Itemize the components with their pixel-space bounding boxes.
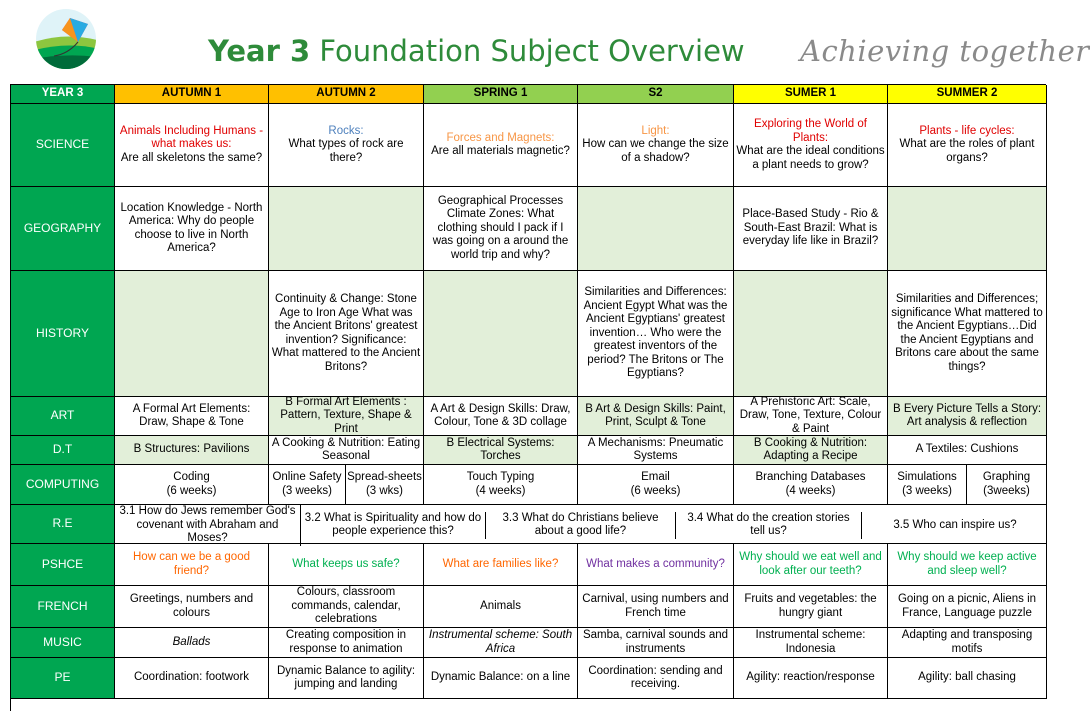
computing-summer2 — [888, 465, 1047, 505]
re-unit-3-4: 3.4 What do the creation stories tell us? — [676, 512, 862, 539]
row-header-computing: COMPUTING — [11, 465, 115, 505]
french-spring1: Animals — [424, 586, 578, 628]
re-unit-3-2: 3.2 What is Spirituality and how do people experience this? — [301, 512, 486, 539]
art-autumn2: B Formal Art Elements : Pattern, Texture, Shape & Print — [269, 397, 424, 436]
computing-autumn1: Coding (6 weeks) — [115, 465, 269, 505]
column-header-spring2: S2 — [578, 85, 734, 104]
music-autumn2: Creating composition in response to animation — [269, 628, 424, 658]
pe-summer2: Agility: ball chasing — [888, 658, 1047, 699]
history-autumn2: Continuity & Change: Stone Age to Iron Age What was the Ancient Britons' greatest invention? Significance: What mattered to the Ancient Britons? — [269, 271, 424, 397]
dt-autumn2: A Cooking & Nutrition: Eating Seasonal — [269, 436, 424, 465]
music-spring1: Instrumental scheme: South Africa — [424, 628, 578, 658]
french-autumn1: Greetings, numbers and colours — [115, 586, 269, 628]
column-header-year: YEAR 3 — [11, 85, 115, 104]
pe-spring1: Dynamic Balance: on a line — [424, 658, 578, 699]
science-summer1: Exploring the World of Plants: What are the ideal conditions a plant needs to grow? — [734, 104, 888, 187]
column-header-autumn1: AUTUMN 1 — [115, 85, 269, 104]
pshce-summer2: Why should we keep active and sleep well? — [888, 544, 1047, 586]
geography-summer1: Place-Based Study - Rio & South-East Brazil: What is everyday life like in Brazil? — [734, 187, 888, 271]
history-summer1 — [734, 271, 888, 397]
french-summer2: Going on a picnic, Aliens in France, Language puzzle — [888, 586, 1047, 628]
geography-autumn2 — [269, 187, 424, 271]
geography-spring2 — [578, 187, 734, 271]
science-spring1: Forces and Magnets: Are all materials magnetic? — [424, 104, 578, 187]
row-header-dt: D.T — [11, 436, 115, 465]
pe-spring2: Coordination: sending and receiving. — [578, 658, 734, 699]
art-autumn1: A Formal Art Elements: Draw, Shape & Tone — [115, 397, 269, 436]
art-spring2: B Art & Design Skills: Paint, Print, Sculpt & Tone — [578, 397, 734, 436]
page-title: Year 3 Foundation Subject Overview — [208, 34, 745, 68]
pe-autumn2: Dynamic Balance to agility: jumping and landing — [269, 658, 424, 699]
pe-autumn1: Coordination: footwork — [115, 658, 269, 699]
dt-autumn1: B Structures: Pavilions — [115, 436, 269, 465]
science-autumn2: Rocks: What types of rock are there? — [269, 104, 424, 187]
row-header-art: ART — [11, 397, 115, 436]
re-unit-3-1: 3.1 How do Jews remember God's covenant with Abraham and Moses? — [115, 505, 301, 546]
pshce-autumn1: How can we be a good friend? — [115, 544, 269, 586]
pshce-spring2: What makes a community? — [578, 544, 734, 586]
art-summer1: A Prehistoric Art: Scale, Draw, Tone, Texture, Colour & Paint — [734, 397, 888, 436]
science-spring2: Light: How can we change the size of a shadow? — [578, 104, 734, 187]
pshce-spring1: What are families like? — [424, 544, 578, 586]
music-summer1: Instrumental scheme: Indonesia — [734, 628, 888, 658]
music-summer2: Adapting and transposing motifs — [888, 628, 1047, 658]
computing-online-safety: Online Safety (3 weeks) — [269, 465, 346, 504]
science-autumn1: Animals Including Humans - what makes us: Are all skeletons the same? — [115, 104, 269, 187]
geography-summer2 — [888, 187, 1047, 271]
column-header-autumn2: AUTUMN 2 — [269, 85, 424, 104]
re-units — [115, 505, 1047, 544]
computing-autumn2 — [269, 465, 424, 505]
computing-graphing: Graphing (3weeks) — [982, 471, 1031, 497]
music-spring2: Samba, carnival sounds and instruments — [578, 628, 734, 658]
pshce-autumn2: What keeps us safe? — [269, 544, 424, 586]
computing-spring1: Touch Typing (4 weeks) — [424, 465, 578, 505]
french-autumn2: Colours, classroom commands, calendar, celebrations — [269, 586, 424, 628]
computing-spring2: Email (6 weeks) — [578, 465, 734, 505]
music-autumn1: Ballads — [115, 628, 269, 658]
pshce-summer1: Why should we eat well and look after our teeth? — [734, 544, 888, 586]
column-header-summer1: SUMER 1 — [734, 85, 888, 104]
computing-spreadsheets: Spread-sheets (3 wks) — [347, 471, 422, 497]
re-unit-3-5: 3.5 Who can inspire us? — [893, 518, 1017, 531]
computing-simulations: Simulations (3 weeks) — [888, 465, 967, 504]
row-header-french: FRENCH — [11, 586, 115, 628]
french-summer1: Fruits and vegetables: the hungry giant — [734, 586, 888, 628]
history-spring2: Similarities and Differences: Ancient Egypt What was the Ancient Egyptians' greatest invention… Who were the greatest inventors of the period? The Britons or The Egyptians? — [578, 271, 734, 397]
tagline: Achieving together — [800, 34, 1090, 68]
dt-spring1: B Electrical Systems: Torches — [424, 436, 578, 465]
computing-summer1: Branching Databases (4 weeks) — [734, 465, 888, 505]
dt-spring2: A Mechanisms: Pneumatic Systems — [578, 436, 734, 465]
history-spring1 — [424, 271, 578, 397]
geography-autumn1: Location Knowledge - North America: Why do people choose to live in North America? — [115, 187, 269, 271]
row-header-pe: PE — [11, 658, 115, 699]
geography-spring1: Geographical Processes Climate Zones: What clothing should I pack if I was going on a around the world trip and why? — [424, 187, 578, 271]
science-summer2: Plants - life cycles: What are the roles of plant organs? — [888, 104, 1047, 187]
french-spring2: Carnival, using numbers and French time — [578, 586, 734, 628]
art-summer2: B Every Picture Tells a Story: Art analysis & reflection — [888, 397, 1047, 436]
dt-summer2: A Textiles: Cushions — [888, 436, 1047, 465]
history-summer2: Similarities and Differences; significance What mattered to the Ancient Egyptians…Did the Ancient Egyptians and Britons care about the same things? — [888, 271, 1047, 397]
row-header-science: SCIENCE — [11, 104, 115, 187]
kite-logo-icon — [28, 8, 104, 70]
column-header-summer2: SUMMER 2 — [888, 85, 1047, 104]
pe-summer1: Agility: reaction/response — [734, 658, 888, 699]
column-header-spring1: SPRING 1 — [424, 85, 578, 104]
row-header-geography: GEOGRAPHY — [11, 187, 115, 271]
dt-summer1: B Cooking & Nutrition: Adapting a Recipe — [734, 436, 888, 465]
history-autumn1 — [115, 271, 269, 397]
row-header-music: MUSIC — [11, 628, 115, 658]
overview-table — [10, 84, 1046, 711]
row-header-re: R.E — [11, 505, 115, 544]
art-spring1: A Art & Design Skills: Draw, Colour, Tone & 3D collage — [424, 397, 578, 436]
row-header-pshce: PSHCE — [11, 544, 115, 586]
row-header-history: HISTORY — [11, 271, 115, 397]
re-unit-3-3: 3.3 What do Christians believe about a good life? — [486, 512, 676, 539]
